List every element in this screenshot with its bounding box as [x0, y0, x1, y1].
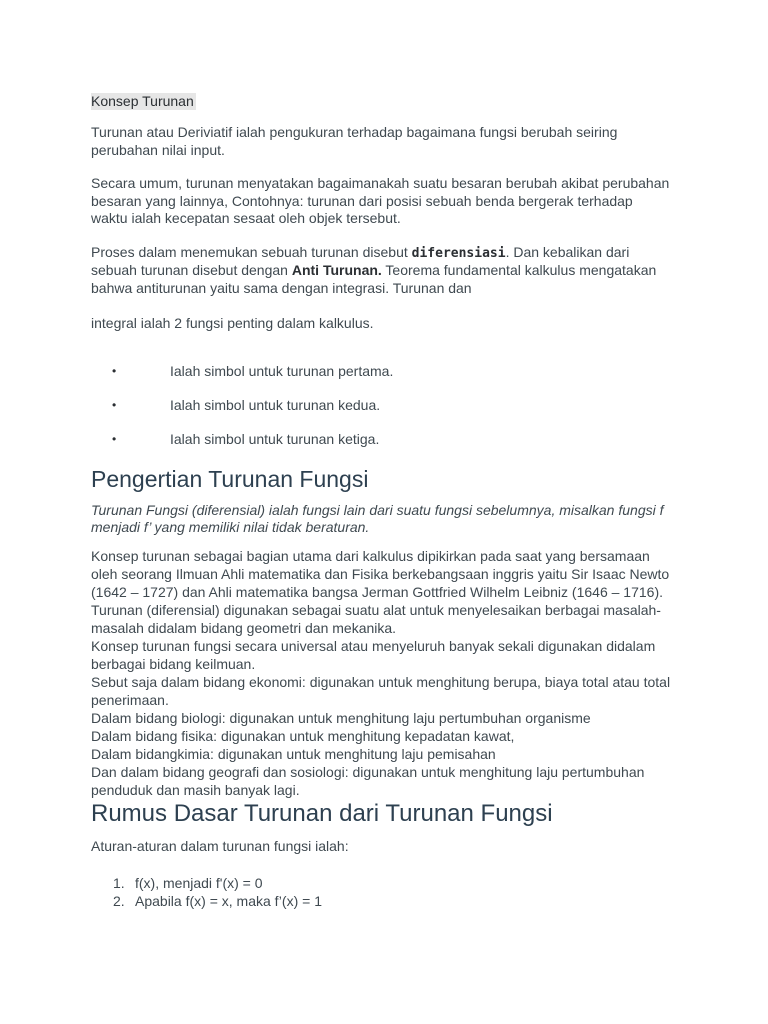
document-page: [91, 93, 671, 910]
body-paragraph: Dalam bidang fisika: digunakan untuk menghitung kepadatan kawat,: [91, 727, 515, 744]
list-item: [91, 893, 671, 911]
body-paragraph: Konsep turunan sebagai bagian utama dari kalkulus dipikirkan pada saat yang bersamaan oleh seorang Ilmuan Ahli matematika dan Fisika berkebangsaan inggris yaitu Sir Isaac Newto (1642 – 1727) dan Ahli matematika bangsa Jerman Gottfried Wilhelm Leibniz (1646 – 1716).: [91, 547, 670, 600]
list-item-text: Apabila f(x) = x, maka f’(x) = 1: [135, 892, 322, 909]
paragraph-definition: Turunan atau Deriviatif ialah pengukuran terhadap bagaimana fungsi berubah seiring perubahan nilai input.: [91, 124, 618, 158]
heading-pengertian: Pengertian Turunan Fungsi: [91, 465, 369, 492]
term-anti-turunan: Anti Turunan.: [291, 262, 382, 278]
body-paragraph: Dalam bidangkimia: digunakan untuk menghitung laju pemisahan: [91, 745, 496, 762]
italic-definition: Turunan Fungsi (diferensial) ialah fungsi lain dari suatu fungsi sebelumnya, misalkan fungsi f menjadi f’ yang memiliki nilai tidak beraturan.: [91, 501, 664, 535]
text-run: Teorema fundamental kalkulus mengatakan bahwa antiturunan yaitu sama dengan integrasi. Turunan dan: [91, 262, 657, 296]
list-item-text: Ialah simbol untuk turunan ketiga.: [170, 430, 380, 447]
body-paragraph: Konsep turunan fungsi secara universal atau menyeluruh banyak sekali digunakan didalam berbagai bidang keilmuan.: [91, 637, 656, 672]
text-run: . Dan kebalikan dari sebuah turunan disebut dengan: [91, 243, 630, 278]
bullet-icon: •: [112, 363, 117, 378]
paragraph-integral: integral ialah 2 fungsi penting dalam kalkulus.: [91, 315, 374, 331]
body-paragraph: Turunan (diferensial) digunakan sebagai suatu alat untuk menyelesaikan berbagai masalah-masalah didalam bidang geometri dan mekanika.: [91, 601, 661, 636]
list-item-text: f(x), menjadi f'(x) = 0: [135, 875, 263, 891]
bullet-icon: •: [112, 431, 117, 446]
heading-rumus-dasar: Rumus Dasar Turunan dari Turunan Fungsi: [91, 799, 553, 827]
list-number: 1.: [113, 875, 125, 891]
term-diferensiasi: diferensiasi: [411, 245, 506, 261]
list-item: [91, 397, 671, 414]
list-item: [91, 363, 671, 380]
list-item: [91, 431, 671, 448]
list-item: [91, 875, 671, 893]
text-run: Proses dalam menemukan sebuah turunan disebut: [91, 243, 412, 260]
bullet-icon: •: [112, 397, 117, 412]
paragraph-process: [91, 244, 671, 298]
list-number: 2.: [113, 892, 125, 909]
body-paragraph: Sebut saja dalam bidang ekonomi: digunakan untuk menghitung berupa, biaya total atau total penerimaan.: [91, 673, 671, 708]
list-item-text: Ialah simbol untuk turunan pertama.: [170, 362, 394, 379]
body-block: [91, 547, 671, 799]
rules-intro: Aturan-aturan dalam turunan fungsi ialah:: [91, 837, 349, 854]
symbol-list: [91, 363, 671, 448]
section-tag: Konsep Turunan: [91, 93, 194, 109]
paragraph-general: Secara umum, turunan menyatakan bagaimanakah suatu besaran berubah akibat perubahan besaran yang lainnya, Contohnya: turunan dari posisi sebuah benda bergerak terhadap waktu ialah kecepatan sesaat oleh objek tersebut.: [91, 175, 670, 226]
rules-list: [91, 875, 671, 910]
body-paragraph: Dalam bidang biologi: digunakan untuk menghitung laju pertumbuhan organisme: [91, 709, 591, 726]
body-paragraph: Dan dalam bidang geografi dan sosiologi: digunakan untuk menghitung laju pertumbuhan penduduk dan masih banyak lagi.: [91, 763, 645, 798]
list-item-text: Ialah simbol untuk turunan kedua.: [170, 396, 381, 413]
